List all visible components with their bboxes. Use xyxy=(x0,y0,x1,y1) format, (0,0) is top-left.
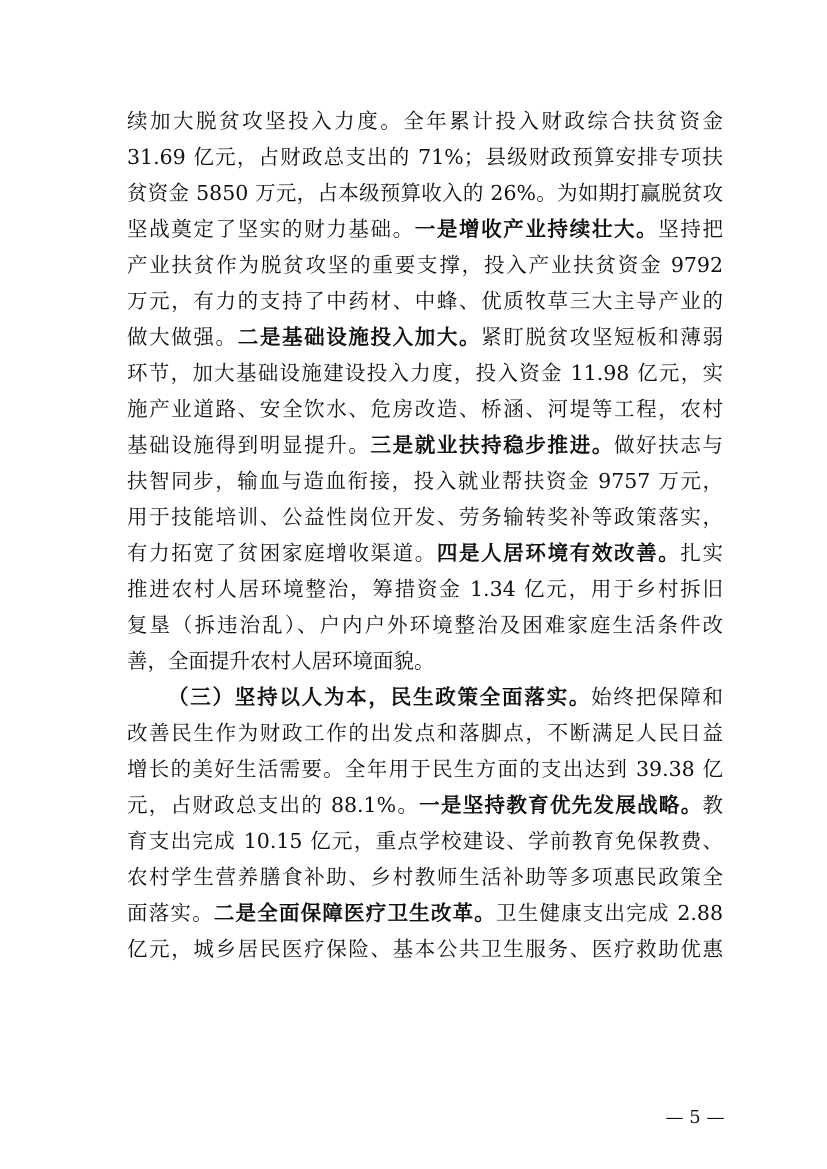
text-run: 基础设施得到明显提升。 xyxy=(127,433,371,457)
section-heading: （三）坚持以人为本，民生政策全面落实。 xyxy=(168,685,592,709)
text-run: 万元，有力的支持了中药材、中蜂、优质牧草三大主导产业的 xyxy=(127,289,723,313)
text-line xyxy=(127,103,723,139)
text-run: 做大做强。 xyxy=(127,325,238,349)
text-run-bold: 四是人居环境有效改善。 xyxy=(436,541,681,565)
text-line xyxy=(127,931,723,967)
text-run-bold: 二是基础设施投入加大。 xyxy=(237,325,482,349)
text-line xyxy=(127,247,723,283)
text-run: 面落实。 xyxy=(127,901,214,925)
text-line xyxy=(127,427,723,463)
text-line xyxy=(127,751,723,787)
text-line xyxy=(127,391,723,427)
text-run: 教 xyxy=(702,793,723,817)
text-line xyxy=(127,355,723,391)
text-run: 环节，加大基础设施建设投入力度，投入资金 11.98 亿元，实 xyxy=(127,361,723,385)
text-line xyxy=(127,895,723,931)
text-line xyxy=(127,571,723,607)
text-run: 31.69 亿元，占财政总支出的 71%；县级财政预算安排专项扶 xyxy=(127,145,723,169)
page-number: — 5 — xyxy=(665,1107,725,1128)
text-run: 施产业道路、安全饮水、危房改造、桥涵、河堤等工程，农村 xyxy=(127,397,723,421)
text-run: 有力拓宽了贫困家庭增收渠道。 xyxy=(127,541,437,565)
text-line xyxy=(127,175,723,211)
text-line xyxy=(127,607,723,643)
text-run: 卫生健康支出完成 2.88 xyxy=(496,901,723,925)
text-line xyxy=(127,535,723,571)
text-run: 亿元，城乡居民医疗保险、基本公共卫生服务、医疗救助优惠 xyxy=(127,937,723,961)
text-line xyxy=(127,139,723,175)
text-line xyxy=(127,823,723,859)
text-line xyxy=(127,283,723,319)
text-run: 做好扶志与 xyxy=(613,433,723,457)
text-run: 善，全面提升农村人居环境面貌。 xyxy=(127,649,435,673)
text-line xyxy=(127,643,723,679)
text-run: 农村学生营养膳食补助、乡村教师生活补助等多项惠民政策全 xyxy=(127,865,723,889)
text-run: 产业扶贫作为脱贫攻坚的重要支撑，投入产业扶贫资金 9792 xyxy=(127,253,723,277)
text-line xyxy=(127,787,723,823)
text-run: 复垦（拆违治乱）、户内户外环境整治及困难家庭生活条件改 xyxy=(127,613,723,637)
text-run: 坚持把 xyxy=(658,217,723,241)
text-run: 始终把保障和 xyxy=(591,685,723,709)
text-run: 扎实 xyxy=(680,541,723,565)
text-line xyxy=(127,859,723,895)
text-run: 贫资金 5850 万元，占本级预算收入的 26%。为如期打赢脱贫攻 xyxy=(127,181,723,205)
text-run: 增长的美好生活需要。全年用于民生方面的支出达到 39.38 亿 xyxy=(127,757,723,781)
text-run: 续加大脱贫攻坚投入力度。全年累计投入财政综合扶贫资金 xyxy=(127,109,723,133)
text-run: 推进农村人居环境整治，筹措资金 1.34 亿元，用于乡村拆旧 xyxy=(127,577,723,601)
text-line xyxy=(127,463,723,499)
text-run: 育支出完成 10.15 亿元，重点学校建设、学前教育免保教费、 xyxy=(127,829,723,853)
text-line xyxy=(127,319,723,355)
text-line xyxy=(127,211,723,247)
text-run-bold: 一是增收产业持续壮大。 xyxy=(414,217,659,241)
text-run: 扶智同步，输血与造血衔接，投入就业帮扶资金 9757 万元， xyxy=(127,469,723,493)
text-run: 改善民生作为财政工作的出发点和落脚点，不断满足人民日益 xyxy=(127,721,723,745)
text-run: 元，占财政总支出的 88.1%。 xyxy=(127,793,420,817)
text-run-bold: 一是坚持教育优先发展战略。 xyxy=(419,793,703,817)
text-line xyxy=(127,499,723,535)
text-run: 用于技能培训、公益性岗位开发、劳务输转奖补等政策落实， xyxy=(127,505,723,529)
text-run-bold: 二是全面保障医疗卫生改革。 xyxy=(213,901,496,925)
section-heading-line xyxy=(168,679,723,715)
text-line xyxy=(127,715,723,751)
text-run: 坚战奠定了坚实的财力基础。 xyxy=(127,217,415,241)
text-run-bold: 三是就业扶持稳步推进。 xyxy=(370,433,614,457)
text-run: 紧盯脱贫攻坚短板和薄弱 xyxy=(481,325,723,349)
